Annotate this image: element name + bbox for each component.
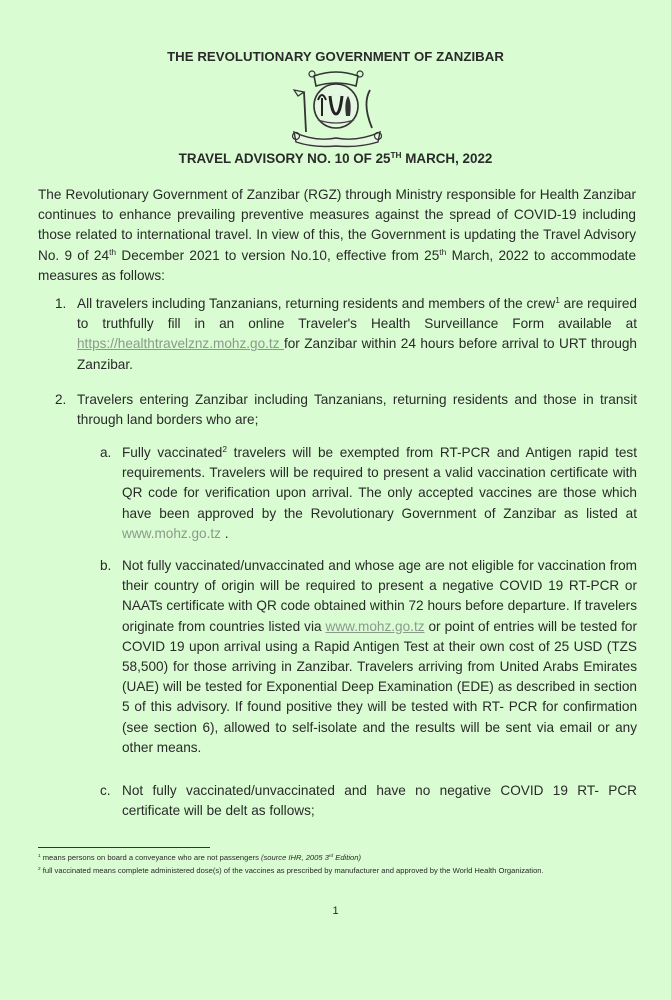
- advisory-title: TRAVEL ADVISORY NO. 10 OF 25TH MARCH, 2022: [178, 150, 493, 166]
- health-form-link[interactable]: https://healthtravelznz.mohz.go.tz: [77, 336, 284, 352]
- sub-item-b: b. Not fully vaccinated/unvaccinated and whose age are not eligible for vaccination from their country of origin will be required to present a negative COVID 19 RT-PCR or NAATs certificate with QR code obtained within 72 hours before departure. If travelers originate from countries listed via www.mohz.go.tz or point of entries will be tested for COVID 19 upon arrival using a Rapid Antigen Test at their own cost of 25 USD (TZS 58,500) for those arriving in Zanzibar. Travelers arriving from United Arabs Emirates (UAE) will be tested for Exponential Deep Examination (EDE) as described in section 5 of this advisory. If found positive they will be tested with RT- PCR for confirmation (see section 6), allowed to self-isolate and the results will be sent via email or any other means.: [100, 558, 637, 755]
- item-number: 2.: [55, 392, 67, 407]
- item-number: 1.: [55, 296, 67, 311]
- list-item-1: 1. All travelers including Tanzanians, returning residents and members of the crew$^1$ are required to truthfully fill in an online Traveler's Health Surveillance Form available at https://healthtravelznz.mohz.go.tz for Zanzibar within 24 hours before arrival to URT through Zanzibar.: [55, 294, 637, 372]
- page-number: 1: [332, 905, 339, 917]
- footnote-divider: [38, 847, 210, 848]
- government-heading: THE REVOLUTIONARY GOVERNMENT OF ZANZIBAR: [167, 49, 504, 64]
- sub-item-a: a. Fully vaccinated$^2$ travelers will be exempted from RT-PCR and Antigen rapid test requirements. Travelers will be required to present a valid vaccination certificate with QR code for verification upon arrival. The only accepted vaccines are those which have been approved by the Revolutionary Government of Zanzibar as listed at www.mohz.go.tz .: [100, 443, 637, 541]
- sub-item-letter: c.: [100, 783, 111, 798]
- mohz-link[interactable]: www.mohz.go.tz: [122, 525, 221, 541]
- footnote-2: $^2$ full vaccinated means complete administered dose(s) of the vaccines as prescribed by manufacturer and approved by the World Health Organization.: [38, 866, 544, 875]
- mohz-countries-link[interactable]: www.mohz.go.tz: [325, 618, 425, 634]
- sub-item-letter: a.: [100, 445, 112, 460]
- intro-paragraph: The Revolutionary Government of Zanzibar (RGZ) through Ministry responsible for Health Zanzibar continues to enhance prevailing preventive measures against the spread of COVID-19 including those related to international travel. In view of this, the Government is updating the Travel Advisory No. 9 of 24th December 2021 to version No.10, effective from 25th March, 2022 to accommodate measures as follows:: [38, 187, 637, 283]
- coat-of-arms-icon: [284, 68, 388, 148]
- footnote-1: $^1$ means persons on board a conveyance who are not passengers (source IHR, 2005 3rd Edition): [38, 853, 361, 862]
- sub-item-letter: b.: [100, 558, 112, 573]
- list-item-2: 2. Travelers entering Zanzibar including Tanzanians, returning residents and those in transit through land borders who are;: [55, 392, 637, 428]
- sub-item-c: c. Not fully vaccinated/unvaccinated and have no negative COVID 19 RT- PCR certificate will be delt as follows;: [100, 783, 637, 819]
